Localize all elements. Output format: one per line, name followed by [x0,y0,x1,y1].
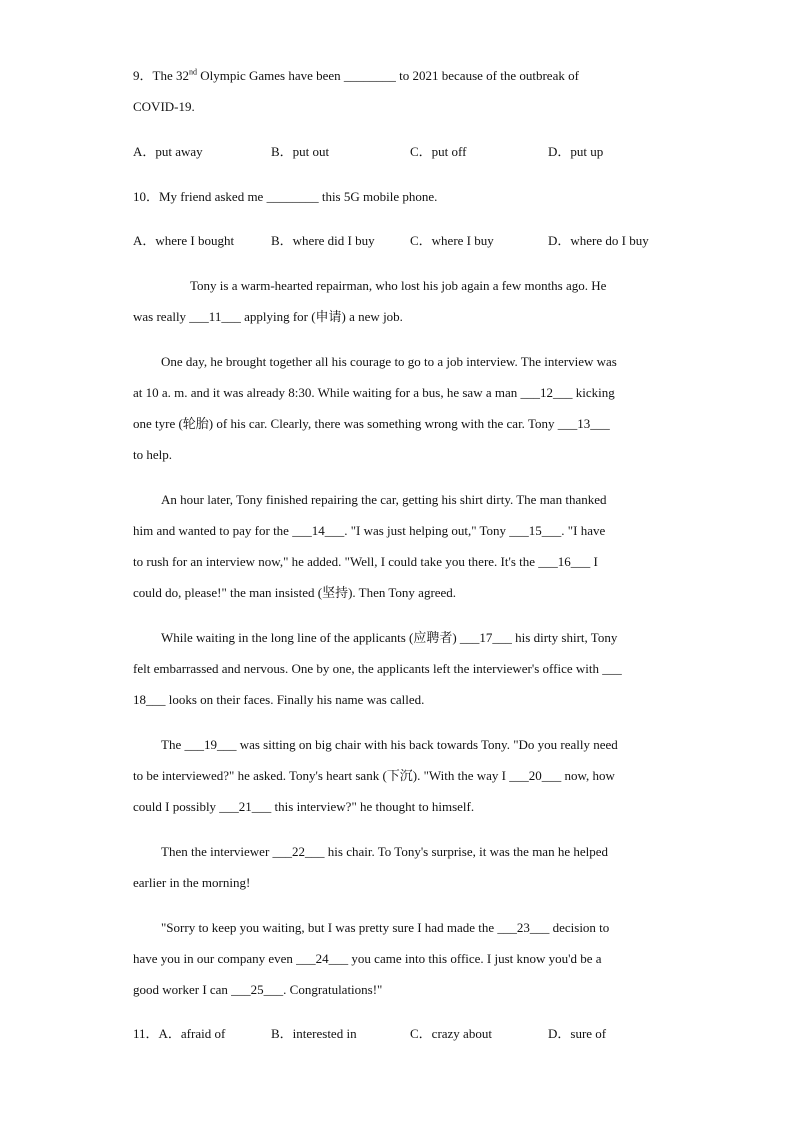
question-9-pre: The 32 [152,68,189,83]
question-9-number: 9． [133,68,153,83]
passage-p3-line2: him and wanted to pay for the ___14___. "I was just helping out," Tony ___15___. "I have [133,523,606,538]
q9-option-b: B．put out [271,144,330,159]
q10-option-a: A．where I bought [133,233,235,248]
passage-p2-line2: at 10 a. m. and it was already 8:30. While waiting for a bus, he saw a man ___12___ kicking [133,385,615,400]
passage-p2-line3: one tyre (轮胎) of his car. Clearly, there was something wrong with the car. Tony ___13___ [133,416,610,431]
passage-p3-line3: to rush for an interview now," he added. "Well, I could take you there. It's the ___16___ I [133,554,598,569]
q9-option-a: A．put away [133,144,203,159]
question-9 [133,68,579,84]
passage-p4-line1: While waiting in the long line of the applicants (应聘者) ___17___ his dirty shirt, Tony [161,630,618,645]
q10-option-d: D．where do I buy [548,233,649,248]
passage-p6-line1: Then the interviewer ___22___ his chair. To Tony's surprise, it was the man he helped [161,844,609,859]
passage-p5-line1: The ___19___ was sitting on big chair with his back towards Tony. "Do you really need [161,737,618,752]
passage-p4-line2: felt embarrassed and nervous. One by one, the applicants left the interviewer's office with ___ [133,661,622,676]
passage-p6-line2: earlier in the morning! [133,875,251,890]
passage-p5-line3: could I possibly ___21___ this interview?" he thought to himself. [133,799,475,814]
q11-option-c: C．crazy about [410,1026,492,1041]
q10-option-b: B．where did I buy [271,233,375,248]
question-9-text: Olympic Games have been ________ to 2021 because of the outbreak of [196,68,579,83]
q9-option-c: C．put off [410,144,467,159]
passage-p5-line2: to be interviewed?" he asked. Tony's heart sank (下沉). "With the way I ___20___ now, how [133,768,615,783]
passage-p1-line1: Tony is a warm-hearted repairman, who lost his job again a few months ago. He [190,278,607,293]
passage-p2-line4: to help. [133,447,172,462]
q11-option-b: B．interested in [271,1026,357,1041]
question-9-sup: nd [188,67,197,77]
passage-p3-line4: could do, please!" the man insisted (坚持). Then Tony agreed. [133,585,457,600]
passage-p4-line3: 18___ looks on their faces. Finally his name was called. [133,692,425,707]
passage-p1-line2: was really ___11___ applying for (申请) a new job. [133,309,403,324]
passage-p3-line1: An hour later, Tony finished repairing the car, getting his shirt dirty. The man thanked [161,492,607,507]
q10-option-c: C．where I buy [410,233,494,248]
passage-p7-line3: good worker I can ___25___. Congratulations!" [133,982,383,997]
passage-p2-line1: One day, he brought together all his courage to go to a job interview. The interview was [161,354,617,369]
question-9-line2: COVID-19. [133,99,195,114]
passage-p7-line1: "Sorry to keep you waiting, but I was pretty sure I had made the ___23___ decision to [161,920,610,935]
passage-p7-line2: have you in our company even ___24___ you came into this office. I just know you'd be a [133,951,602,966]
q11-option-d: D．sure of [548,1026,607,1041]
question-10: 10．My friend asked me ________ this 5G mobile phone. [133,189,438,204]
q11-option-a: 11．A．afraid of [133,1026,226,1041]
q9-option-d: D．put up [548,144,604,159]
